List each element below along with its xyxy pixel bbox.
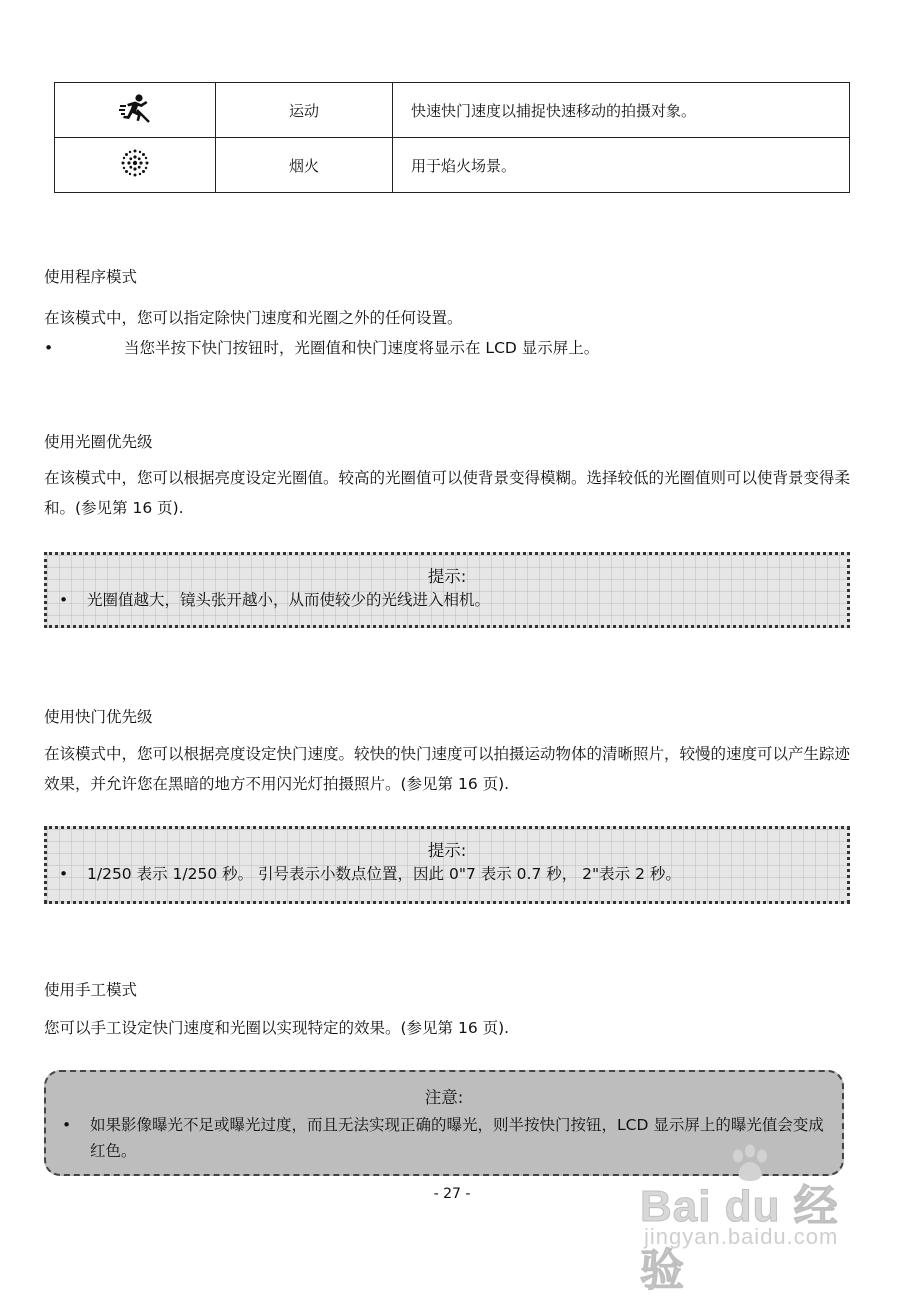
tip-item: [47, 861, 847, 887]
tip-title: 提示:: [427, 567, 467, 586]
icon-cell: [55, 138, 216, 193]
tip-item: [47, 587, 847, 613]
bullet-symbol: •: [44, 339, 54, 357]
scene-mode-table: [54, 82, 850, 193]
section-heading-shutter: 使用快门优先级: [44, 708, 153, 726]
tip-box: [44, 552, 850, 628]
fireworks-icon: [120, 163, 150, 182]
mode-description: 快速快门速度以捕捉快速移动的拍摄对象。: [393, 83, 850, 138]
section-heading-manual: 使用手工模式: [44, 981, 138, 999]
program-bullet: [44, 336, 599, 358]
watermark-brand: Bai du 经验: [640, 1182, 839, 1295]
note-box: [44, 1070, 844, 1176]
icon-cell: [55, 83, 216, 138]
note-text: 如果影像曝光不足或曝光过度，而且无法实现正确的曝光，则半按快门按钮，LCD 显示屏上的曝光值会变成红色。: [90, 1116, 824, 1160]
page-number: - 27 -: [433, 1186, 471, 1202]
mode-description: 用于焰火场景。: [393, 138, 850, 193]
note-title: 注意:: [424, 1088, 464, 1107]
tip-title: 提示:: [427, 841, 467, 860]
table-row: [55, 83, 850, 138]
note-item: [46, 1112, 842, 1164]
mode-name: 烟火: [216, 138, 393, 193]
section-heading-program: 使用程序模式: [44, 268, 138, 286]
tip-text: 光圈值越大，镜头张开越小，从而使较少的光线进入相机。: [87, 591, 491, 609]
bullet-symbol: •: [59, 865, 69, 883]
mode-name: 运动: [216, 83, 393, 138]
program-text: 在该模式中，您可以指定除快门速度和光圈之外的任何设置。: [44, 309, 463, 327]
manual-text: 您可以手工设定快门速度和光圈以实现特定的效果。(参见第 16 页).: [44, 1019, 510, 1037]
shutter-text: 在该模式中，您可以根据亮度设定快门速度。较快的快门速度可以拍摄运动物体的清晰照片，较慢的速度可以产生踪迹效果，并允许您在黑暗的地方不用闪光灯拍摄照片。(参见第 16 页).: [44, 745, 851, 793]
watermark-site: jingyan.baidu.com: [644, 1224, 839, 1249]
aperture-text: 在该模式中，您可以根据亮度设定光圈值。较高的光圈值可以使背景变得模糊。选择较低的光圈值则可以使背景变得柔和。(参见第 16 页).: [44, 469, 851, 517]
bullet-symbol: •: [59, 591, 69, 609]
table-row: [55, 138, 850, 193]
bullet-symbol: •: [62, 1116, 72, 1134]
tip-text: 1/250 表示 1/250 秒。 引号表示小数点位置，因此 0"7 表示 0.7 秒， 2"表示 2 秒。: [87, 865, 681, 883]
bullet-text: 当您半按下快门按钮时，光圈值和快门速度将显示在 LCD 显示屏上。: [124, 339, 600, 357]
tip-box: [44, 826, 850, 904]
running-figure-icon: [119, 108, 151, 127]
section-heading-aperture: 使用光圈优先级: [44, 433, 153, 451]
